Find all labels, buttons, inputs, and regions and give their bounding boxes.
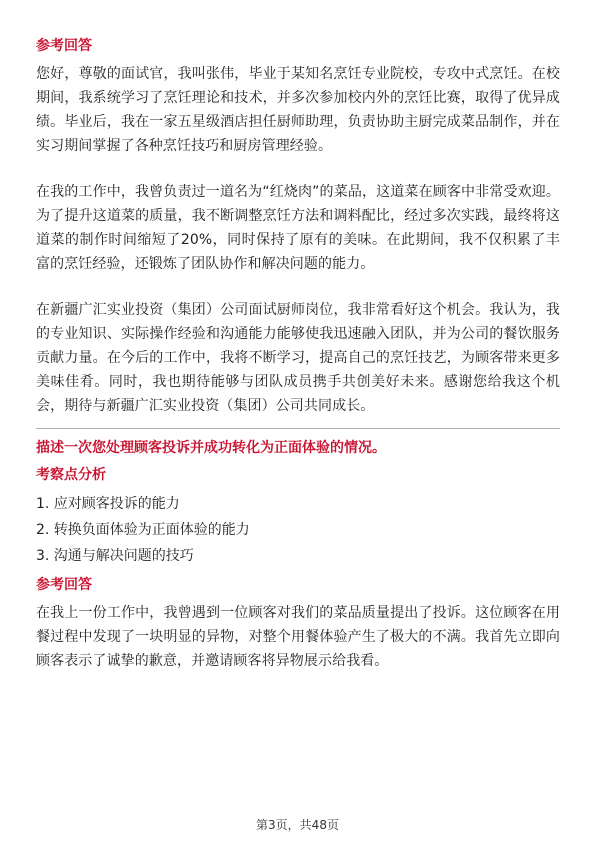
section-divider [36,428,560,429]
question-title: 描述一次您处理顾客投诉并成功转化为正面体验的情况。 [36,440,386,456]
document-page [36,36,560,673]
answer-paragraph: 在新疆广汇实业投资（集团）公司面试厨师岗位，我非常看好这个机会。我认为，我的专业知识、实际操作经验和沟通能力能够使我迅速融入团队，并为公司的餐饮服务贡献力量。在今后的工作中，我将不断学习，提高自己的烹饪技艺，为顾客带来更多美味佳肴。同时，我也期待能够与团队成员携手共创美好未来。感谢您给我这个机会，期待与新疆广汇实业投资（集团）公司共同成长。 [36,302,560,414]
answer-heading: 参考回答 [36,38,92,54]
answer-heading: 参考回答 [36,577,92,593]
page-number: 第3页，共48页 [256,818,339,832]
analysis-point: 2. 转换负面体验为正面体验的能力 [36,522,250,538]
analysis-point: 3. 沟通与解决问题的技巧 [36,548,194,564]
answer-paragraph: 在我的工作中，我曾负责过一道名为“红烧肉”的菜品，这道菜在顾客中非常受欢迎。为了提升这道菜的质量，我不断调整烹饪方法和调料配比，经过多次实践，最终将这道菜的制作时间缩短了20%，同时保持了原有的美味。在此期间，我不仅积累了丰富的烹饪经验，还锻炼了团队协作和解决问题的能力。 [36,184,560,272]
analysis-point: 1. 应对顾客投诉的能力 [36,496,180,512]
answer-paragraph: 您好，尊敬的面试官，我叫张伟，毕业于某知名烹饪专业院校，专攻中式烹饪。在校期间，我系统学习了烹饪理论和技术，并多次参加校内外的烹饪比赛，取得了优异成绩。毕业后，我在一家五星级酒店担任厨师助理，负责协助主厨完成菜品制作，并在实习期间掌握了各种烹饪技巧和厨房管理经验。 [36,66,560,154]
analysis-heading: 考察点分析 [36,467,106,483]
answer-paragraph: 在我上一份工作中，我曾遇到一位顾客对我们的菜品质量提出了投诉。这位顾客在用餐过程中发现了一块明显的异物，对整个用餐体验产生了极大的不满。我首先立即向顾客表示了诚挚的歉意，并邀请顾客将异物展示给我看。 [36,605,560,669]
